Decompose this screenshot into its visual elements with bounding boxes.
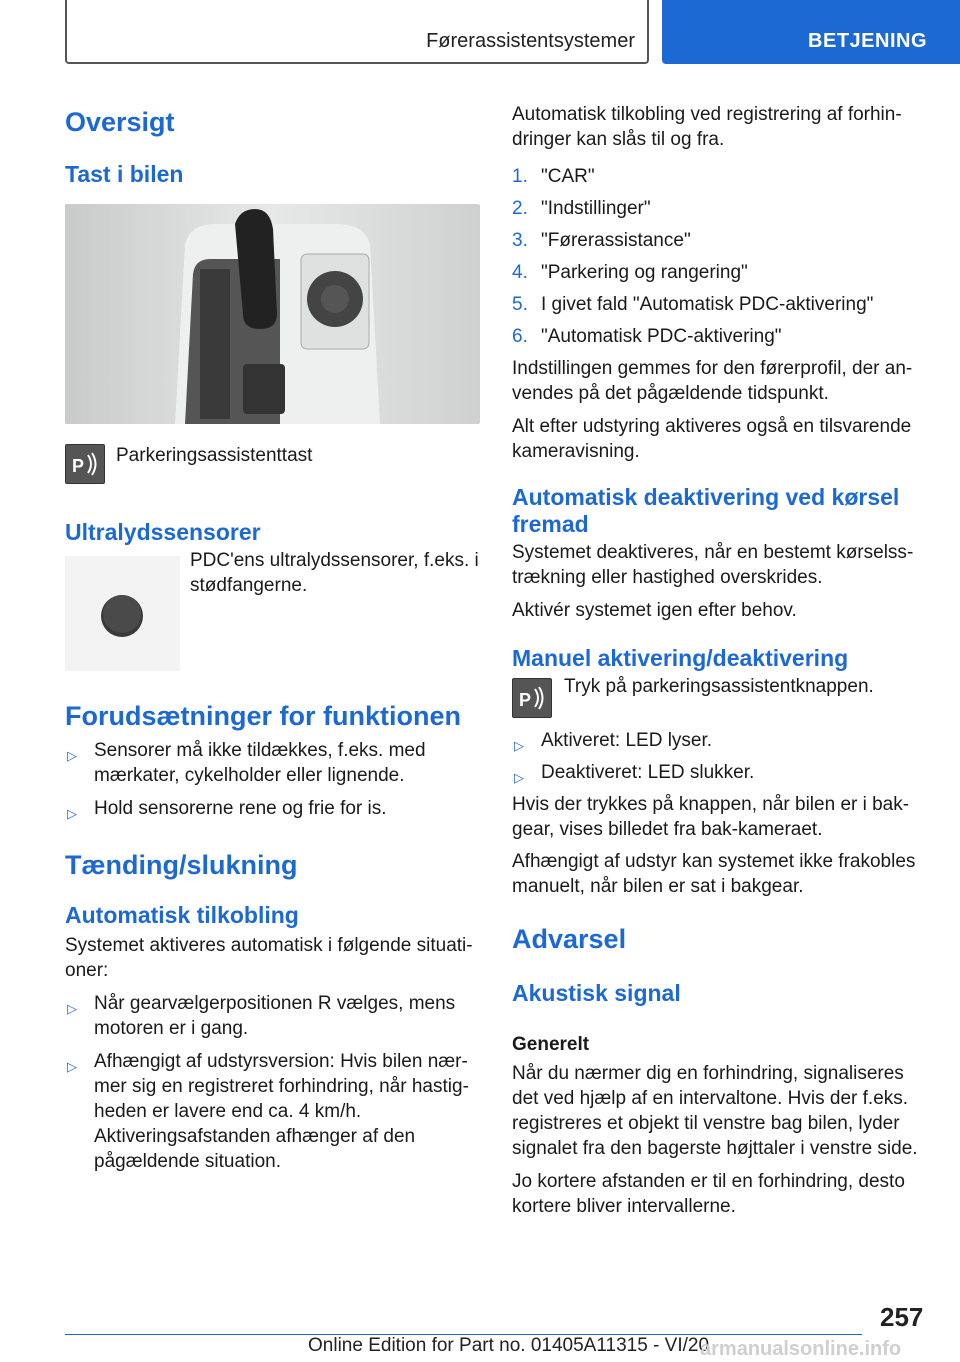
reverse-text: Hvis der trykkes på knappen, når bilen er i bakgear, vises billedet fra bak-kameraet. [512, 794, 910, 840]
generelt-text: Når du nærmer dig en forhindring, signaliseres det ved hjælp af en intervaltone. Hvis der f.eks. registreres et objekt til venstre bag bilen, lyder signalet fra den bagerste højttaler i venstre side. [512, 1063, 918, 1159]
header-box [65, 0, 649, 64]
manual-text: Tryk på parkeringsassistentknappen. [564, 676, 874, 697]
triangle-bullet-icon: ▷ [514, 770, 524, 785]
center-console-photo [65, 204, 480, 424]
list-item: ▷ Sensorer må ikke tildækkes, f.eks. med mærkater, cykelholder eller lignende. [67, 740, 426, 786]
heading-advarsel: Advarsel [512, 924, 627, 954]
ultra-text: PDC'ens ultralydssensorer, f.eks. i stødfangerne. [190, 550, 479, 596]
intro-text: Automatisk tilkobling ved registrering af forhindringer kan slås til og fra. [512, 104, 902, 150]
heading-generelt: Generelt [512, 1034, 590, 1055]
step-item: 5. I givet fald "Automatisk PDC-aktivering" [512, 294, 874, 315]
step-item: 4. "Parkering og rangering" [512, 262, 748, 283]
triangle-bullet-icon: ▷ [514, 738, 524, 753]
deact-text: Systemet deaktiveres, når en bestemt kørselsstrækning eller hastighed overskrides. [512, 542, 914, 588]
heading-ultralydssensorer: Ultralydssensorer [65, 519, 261, 545]
step-item: 2. "Indstillinger" [512, 198, 651, 219]
triangle-bullet-icon: ▷ [67, 1059, 77, 1074]
step-item: 6. "Automatisk PDC-aktivering" [512, 326, 782, 347]
closer-text: Jo kortere afstanden er til en forhindring, desto kortere bliver intervallerne. [512, 1171, 905, 1217]
list-item: ▷ Deaktiveret: LED slukker. [512, 760, 924, 785]
watermark: armanualsonline.info [700, 1338, 902, 1360]
equip-text: Alt efter udstyring aktiveres også en tilsvarende kameravisning. [512, 416, 912, 462]
heading-automatisk-tilkobling: Automatisk tilkobling [65, 902, 299, 928]
svg-text:P: P [72, 456, 85, 476]
heading-auto-deaktivering: Automatisk deaktivering ved kørsel fremad [512, 484, 900, 537]
sensor-photo [65, 556, 180, 671]
step-item: 3. "Førerassistance" [512, 230, 691, 251]
chapter-tab[interactable] [662, 0, 960, 64]
svg-text:P: P [519, 690, 532, 710]
heading-forudsaetninger: Forudsætninger for funktionen [65, 701, 461, 731]
edition-text: Online Edition for Part no. 01405A11315 - VI/20 [308, 1335, 710, 1356]
auto-text: Systemet aktiveres automatisk i følgende situationer: [65, 935, 473, 981]
section-title: Førerassistentsystemer [426, 30, 635, 52]
triangle-bullet-icon: ▷ [67, 1001, 77, 1016]
list-item: ▷ Når gearvælgerpositionen R vælges, mens motoren er i gang. [67, 993, 456, 1039]
parking-assist-icon [65, 444, 105, 484]
heading-manuel: Manuel aktivering/deaktivering [512, 645, 849, 671]
step-item: 1. "CAR" [512, 166, 595, 187]
left-column [65, 100, 480, 1174]
manual-off-text: Afhængigt af udstyr kan systemet ikke frakobles manuelt, når bilen er sat i bakgear. [512, 851, 916, 897]
heading-akustisk-signal: Akustisk signal [512, 980, 681, 1006]
list-item: ▷ Hold sensorerne rene og frie for is. [65, 796, 480, 821]
saved-text: Indstillingen gemmes for den førerprofil, der anvendes på det pågældende tidspunkt. [512, 358, 913, 404]
chapter-tab-label: BETJENING [808, 30, 927, 52]
list-item: ▷ Afhængigt af udstyrsversion: Hvis bilen nærmer sig en registreret forhindring, når hastigheden er lavere end ca. 4 km/h. Aktiveringsafstanden afhænger af den pågældende situation. [67, 1051, 469, 1172]
heading-tast-i-bilen: Tast i bilen [65, 161, 184, 187]
page-number: 257 [880, 1302, 924, 1332]
deact-text-2: Aktivér systemet igen efter behov. [512, 600, 797, 621]
list-item: ▷ Aktiveret: LED lyser. [512, 728, 924, 753]
triangle-bullet-icon: ▷ [67, 806, 77, 821]
parking-assist-icon [512, 678, 552, 718]
triangle-bullet-icon: ▷ [67, 748, 77, 763]
heading-taending: Tænding/slukning [65, 850, 298, 880]
right-column [512, 100, 924, 1219]
heading-oversigt: Oversigt [65, 107, 175, 137]
button-label: Parkeringsassistenttast [116, 445, 313, 466]
